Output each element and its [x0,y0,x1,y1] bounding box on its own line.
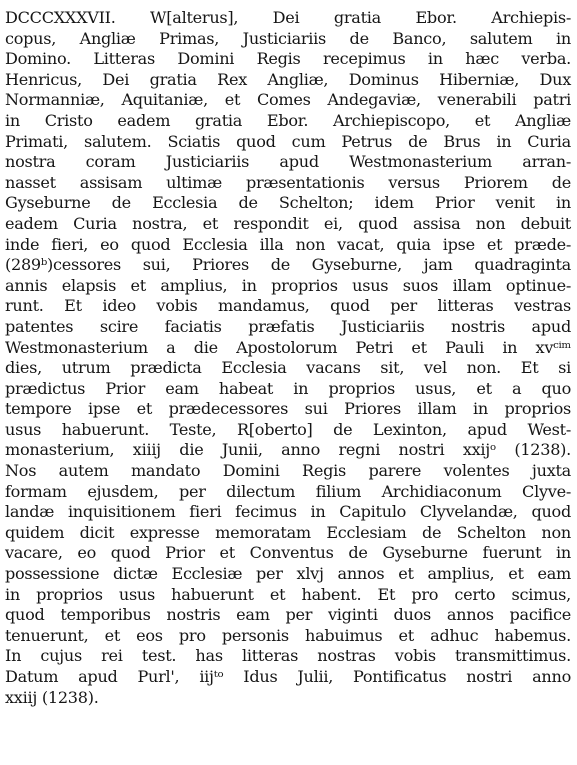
text-line: Westmonasterium a die Apostolorum Petri et Pauli in xvᶜⁱᵐ [5,337,571,357]
charter-text [5,8,571,708]
text-line: DCCCXXXVII. W[alterus], Dei gratia Ebor. Archiepis- [5,8,571,27]
text-line: xxiij (1238). [5,687,99,707]
text-line: Normanniæ, Aquitaniæ, et Comes Andegaviæ, venerabili patri [5,90,571,110]
text-line: Nos autem mandato Domini Regis parere volentes juxta [5,461,571,481]
text-line: prædictus Prior eam habeat in proprios usus, et a quo [5,378,571,398]
text-line: In cujus rei test. has litteras nostras vobis transmittimus. [5,646,571,666]
text-line: tenuerunt, et eos pro personis habuimus et adhuc habemus. [5,625,571,645]
text-line: (289ᵇ)cessores sui, Priores de Gyseburne, jam quadraginta [5,255,571,275]
text-line: Gyseburne de Ecclesia de Schelton; idem Prior venit in [5,193,571,213]
text-line: monasterium, xiiij die Junii, anno regni nostri xxijᵒ (1238). [5,440,571,460]
text-line: Domino. Litteras Domini Regis recepimus in hæc verba. [5,49,571,69]
text-line: Primati, salutem. Sciatis quod cum Petrus de Brus in Curia [5,131,571,151]
text-line: quidem dicit expresse memoratam Ecclesiam de Schelton non [5,522,571,542]
text-line: dies, utrum prædicta Ecclesia vacans sit, vel non. Et si [5,358,571,378]
text-line: in Cristo eadem gratia Ebor. Archiepiscopo, et Angliæ [5,110,571,130]
text-line: nasset assisam ultimæ præsentationis versus Priorem de [5,172,571,192]
text-line: annis elapsis et amplius, in proprios usus suos illam optinue- [5,275,571,295]
text-line: usus habuerunt. Teste, R[oberto] de Lexinton, apud West- [5,419,571,439]
text-line: possessione dictæ Ecclesiæ per xlvj annos et amplius, et eam [5,564,571,584]
text-line: inde fieri, eo quod Ecclesia illa non vacat, quia ipse et præde- [5,234,571,254]
text-line: nostra coram Justiciariis apud Westmonasterium arran- [5,152,571,172]
text-line: quod temporibus nostris eam per viginti duos annos pacifice [5,605,571,625]
text-line: tempore ipse et prædecessores sui Priores illam in proprios [5,399,571,419]
text-line: formam ejusdem, per dilectum filium Archidiaconum Clyve- [5,481,571,501]
text-line: vacare, eo quod Prior et Conventus de Gyseburne fuerunt in [5,543,571,563]
text-line: Henricus, Dei gratia Rex Angliæ, Dominus Hiberniæ, Dux [5,69,571,89]
text-line: patentes scire faciatis præfatis Justiciariis nostris apud [5,316,571,336]
text-line: eadem Curia nostra, et respondit ei, quod assisa non debuit [5,213,571,233]
text-line: copus, Angliæ Primas, Justiciariis de Banco, salutem in [5,28,571,48]
text-line: in proprios usus habuerunt et habent. Et pro certo scimus, [5,584,571,604]
text-line: landæ inquisitionem fieri fecimus in Capitulo Clyvelandæ, quod [5,502,571,522]
text-line: runt. Et ideo vobis mandamus, quod per litteras vestras [5,296,571,316]
text-line: Datum apud Purl', iijᵗᵒ Idus Julii, Pontificatus nostri anno [5,667,571,686]
